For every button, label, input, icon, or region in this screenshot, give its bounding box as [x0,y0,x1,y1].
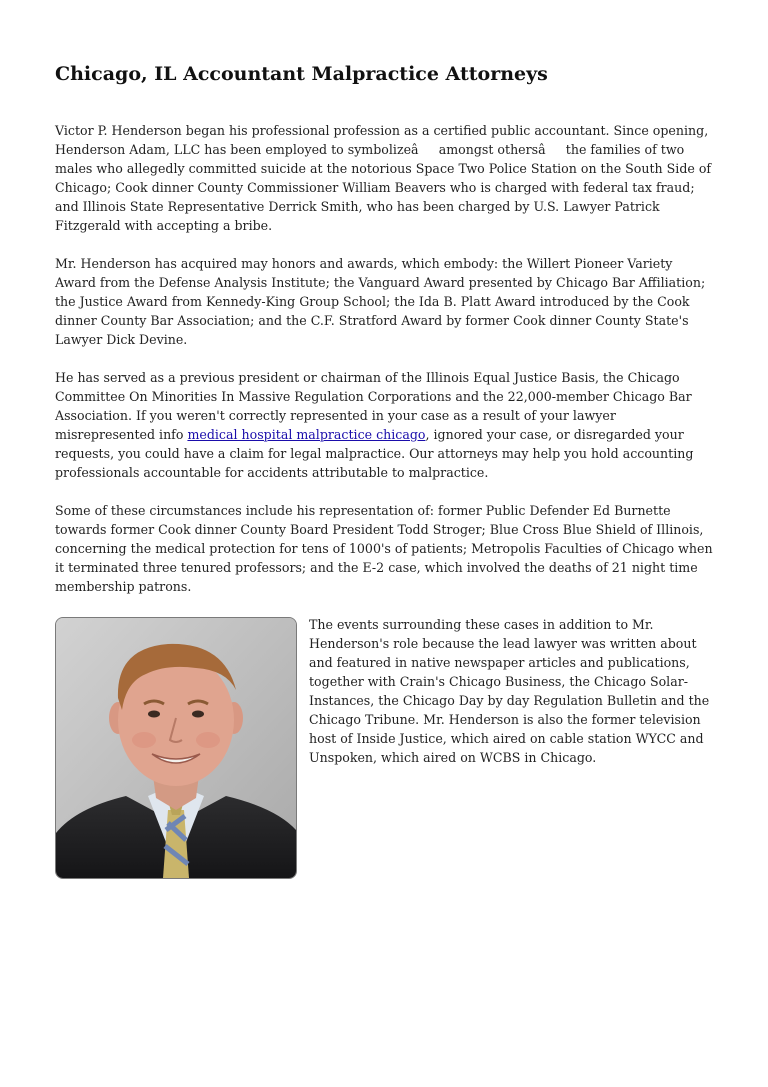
paragraph-2: Mr. Henderson has acquired may honors and awards, which embody: the Willert Pioneer Variety Award from the Defense Analysis Institute; the Vanguard Award presented by Chicago Bar Affiliation; the Justice Award from Kennedy-King Group School; the Ida B. Platt Award introduced by the Cook dinner County Bar Association; and the C.F. Stratford Award by former Cook dinner County State's Lawyer Dick Devine. [55,256,706,347]
article-body [55,121,715,883]
portrait-photo-icon [56,618,296,878]
paragraph-3 [55,368,715,482]
paragraph-4-text: Some of these circumstances include his representation of: former Public Defender Ed Burnette towards former Cook dinner County Board President Todd Stroger; Blue Cross Blue Shield of Illinois, concerning the medical protection for tens of 1000's of patients; Metropolis Faculties of Chicago when it terminated three tenured professors; and the E-2 case, which involved the deaths of 21 night time membership patrons. [55,503,713,594]
portrait-photo [55,617,297,879]
malpractice-link[interactable]: medical hospital malpractice chicago [187,427,426,442]
paragraph-5: The events surrounding these cases in addition to Mr. Henderson's role because the lead lawyer was written about and featured in native newspaper articles and publications, together with Crain's Chicago Business, the Chicago Solar-Instances, the Chicago Day by day Regulation Bulletin and the Chicago Tribune. Mr. Henderson is also the former television host of Inside Justice, which aired on cable station WYCC and Unspoken, which aired on WCBS in Chicago. [309,617,710,765]
paragraph-4 [55,501,715,596]
paragraph-3-text-before: He has served as a previous president or chairman of the Illinois Equal Justice Basis, the Chicago Committee On Minorities In Massive Regulation Corporations and the 22,000-member Chicago Bar Association. If you weren't correctly represented in your case as a result of your lawyer misrepresented info [55,370,692,442]
paragraph-3-text-after: , ignored your case, or disregarded your requests, you could have a claim for legal malpractice. Our attorneys may help you hold accounting professionals accountable for accidents attributable to malpractice. [55,427,694,480]
paragraph-1: Victor P. Henderson began his professional profession as a certified public accountant. Since opening, Henderson Adam, LLC has been employed to symbolizeâamongst othersâthe families of two males who allegedly committed suicide at the notorious Space Two Police Station on the South Side of Chicago; Cook dinner County Commissioner William Beavers who is charged with federal tax fraud; and Illinois State Representative Derrick Smith, who has been charged by U.S. Lawyer Patrick Fitzgerald with accepting a bribe. [55,123,712,233]
page-title: Chicago, IL Accountant Malpractice Attorneys [55,63,548,85]
